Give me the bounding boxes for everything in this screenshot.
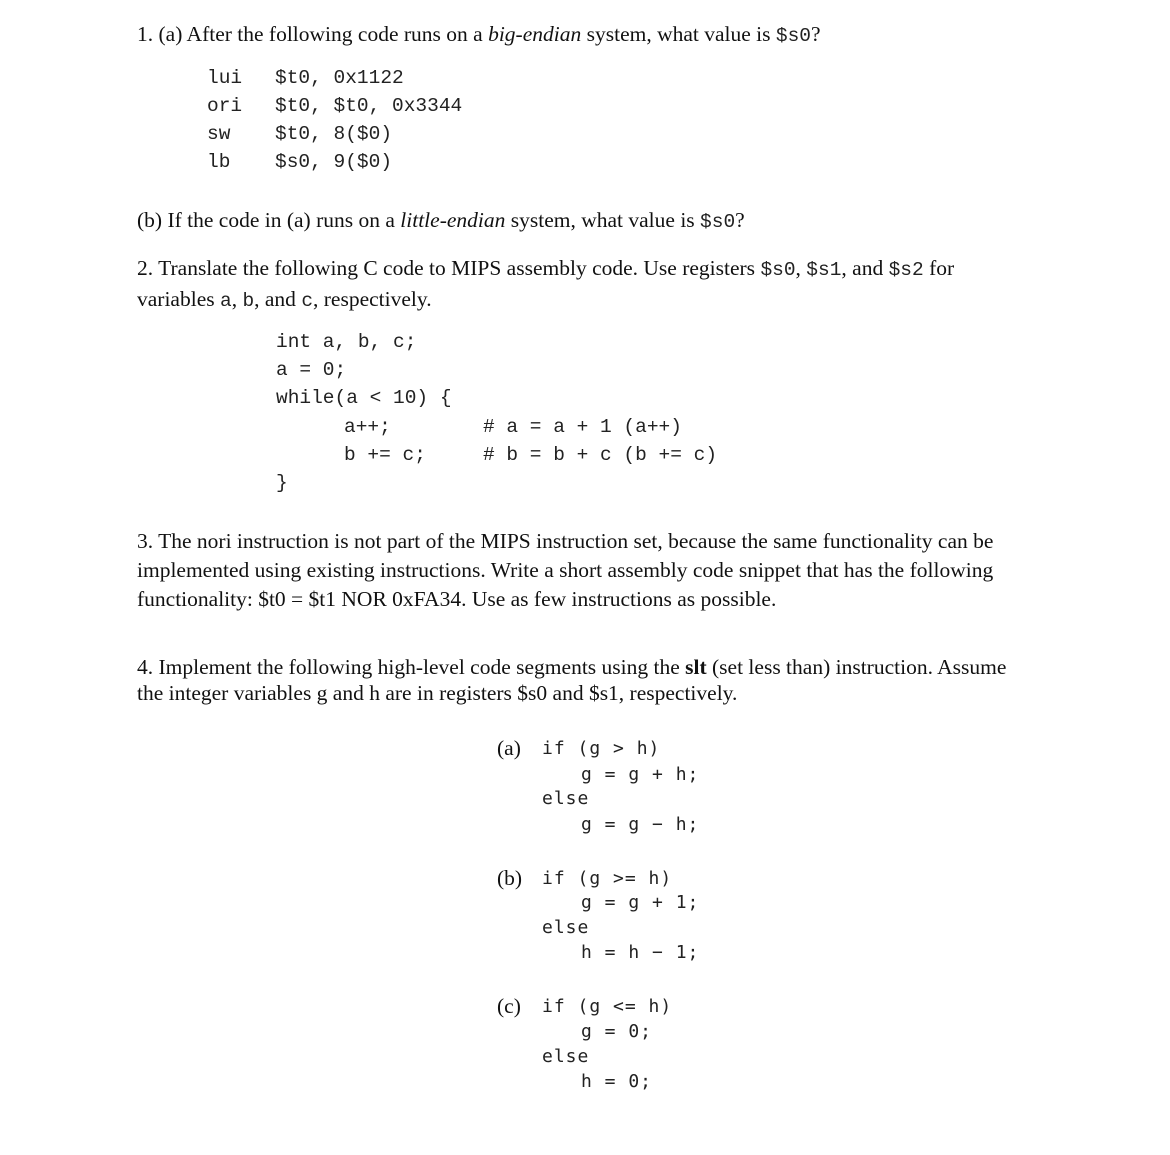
code-else-body: h = 0; [581,1071,653,1092]
q1b-prompt: (b) If the code in (a) runs on a little-endian system, what value is $s0? [137,208,745,233]
c-comment: # b = b + c (b += c) [483,444,718,466]
code-else: else [542,917,590,938]
q4-prompt: 4. Implement the following high-level code segments using the slt (set less than) instruction. Assume the integer variables g and h are in registers $s0 and $s1, respectively. [137,655,1007,705]
q2-prompt: 2. Translate the following C code to MIPS assembly code. Use registers $s0, $s1, and $s2 for variables a, b, and c, respectively. [137,256,955,312]
code-else: else [542,1046,590,1067]
part-label: (c) [497,994,521,1018]
q1a-prompt: 1. (a) After the following code runs on a big-endian system, what value is $s0? [137,22,821,47]
code-else-body: g = g − h; [581,814,700,835]
asm-args: $t0, 8($0) [275,123,393,145]
c-line: while(a < 10) { [276,387,452,409]
c-line: b += c; [344,444,426,466]
code-else-body: h = h − 1; [581,942,700,963]
part-label: (a) [497,736,521,760]
c-line: int a, b, c; [276,331,417,353]
asm-op: lb [207,151,231,173]
code-condition: if (g <= h) [542,996,673,1017]
code-condition: if (g >= h) [542,868,673,889]
c-line: } [276,472,288,494]
code-else: else [542,788,590,809]
code-then: g = g + h; [581,764,700,785]
code-then: g = 0; [581,1021,653,1042]
asm-args: $s0, 9($0) [275,151,393,173]
c-line: a++; [344,416,391,438]
asm-args: $t0, $t0, 0x3344 [275,95,463,117]
part-label: (b) [497,866,523,890]
code-then: g = g + 1; [581,892,700,913]
asm-op: sw [207,123,231,145]
asm-op: ori [207,95,243,117]
c-comment: # a = a + 1 (a++) [483,416,682,438]
c-line: a = 0; [276,359,347,381]
asm-op: lui [207,67,243,89]
q3-prompt: 3. The nori instruction is not part of the MIPS instruction set, because the same functionality can be implemented using existing instructions. Write a short assembly code snippet that has the following functionality: $t0 = $t1 NOR 0xFA34. Use as few instructions as possible. [137,529,994,611]
asm-args: $t0, 0x1122 [275,67,404,89]
code-condition: if (g > h) [542,738,661,759]
